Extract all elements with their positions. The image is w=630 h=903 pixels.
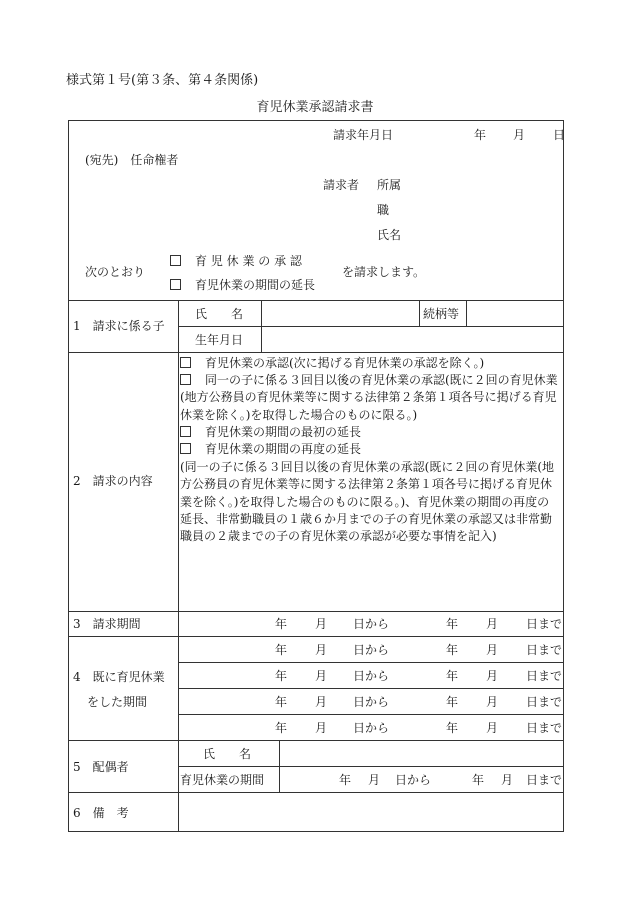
- s4-period-row-3: [69, 694, 563, 710]
- divider-s3: [69, 636, 563, 637]
- s1-birth-label: 生年月日: [195, 333, 244, 347]
- divider-s5-inner: [178, 766, 563, 767]
- s4-r3-to-day: 日まで: [526, 695, 563, 709]
- as-follows: 次のとおり: [85, 265, 146, 279]
- divider-s5: [69, 792, 563, 793]
- form-number: 様式第１号(第３条、第４条関係): [66, 73, 259, 88]
- s3-to-day: 日まで: [526, 617, 563, 631]
- s4-r1-to-year: 年: [446, 643, 459, 657]
- s5-from-day: 日から: [395, 773, 432, 787]
- s4-r3-to-month: 月: [486, 695, 499, 709]
- s3-period-row: [69, 616, 563, 632]
- s4-r2-from-month: 月: [315, 669, 328, 683]
- s4-r2-to-day: 日まで: [526, 669, 563, 683]
- s2-item-4: [180, 441, 561, 458]
- divider-top: [69, 300, 563, 301]
- option-approval-label: 育 児 休 業 の 承 認: [195, 254, 302, 268]
- checkbox-s2-4[interactable]: [180, 443, 191, 454]
- option-extension-label: 育児休業の期間の延長: [195, 278, 316, 292]
- addressee: (宛先) 任命権者: [85, 153, 179, 167]
- s4-r1-to-day: 日まで: [526, 643, 563, 657]
- s2-item-2-label: 同一の子に係る３回目以後の育児休業の承認(既に２回の育児休業(地方公務員の育児休業等に関する法律第２条第１項各号に掲げる育児休業を除く。)を取得した場合のものに限る。): [180, 373, 558, 422]
- s4-r2-from-day: 日から: [353, 669, 390, 683]
- s2-item-2: [180, 372, 561, 424]
- s5-to-day: 日まで: [526, 773, 563, 787]
- s4-r2-to-year: 年: [446, 669, 459, 683]
- s1-relation-line-a: [419, 300, 420, 326]
- option-extension: [170, 277, 315, 293]
- option-approval: [170, 253, 302, 269]
- request-day: 日: [553, 128, 566, 142]
- s4-period-row-2: [69, 668, 563, 684]
- request-form: [68, 120, 564, 832]
- s3-to-month: 月: [486, 617, 499, 631]
- request-year: 年: [474, 128, 487, 142]
- s5-name-label: 氏 名: [203, 747, 252, 761]
- divider-s1: [69, 352, 563, 353]
- s1-name-label: 氏 名: [195, 307, 244, 321]
- s4-r4-from-year: 年: [275, 721, 288, 735]
- s4-r1-to-month: 月: [486, 643, 499, 657]
- s1-label: 1 請求に係る子: [73, 319, 165, 333]
- s4-r3-to-year: 年: [446, 695, 459, 709]
- divider-s4-3: [178, 714, 563, 715]
- position-label: 職: [377, 203, 390, 217]
- s5-from-month: 月: [368, 773, 381, 787]
- divider-s2: [69, 611, 563, 612]
- s2-item-1: [180, 355, 561, 372]
- s2-item-3: [180, 424, 561, 441]
- s1-relation-label: 続柄等: [423, 307, 460, 321]
- s4-r1-from-month: 月: [315, 643, 328, 657]
- divider-s4-1: [178, 662, 563, 663]
- s5-period-label: 育児休業の期間: [180, 773, 265, 787]
- s5-to-month: 月: [501, 773, 514, 787]
- s5-period-row: [69, 772, 563, 788]
- name-label: 氏名: [377, 228, 402, 242]
- s4-period-row-4: [69, 720, 563, 736]
- s2-label: 2 請求の内容: [73, 474, 153, 488]
- s3-label: 3 請求期間: [73, 617, 141, 631]
- request-date-label: 請求年月日: [333, 128, 394, 142]
- s5-label: 5 配偶者: [73, 760, 129, 774]
- s2-item-3-label: 育児休業の期間の最初の延長: [205, 425, 362, 439]
- s4-r3-from-day: 日から: [353, 695, 390, 709]
- checkbox-s2-1[interactable]: [180, 357, 191, 368]
- s2-note: (同一の子に係る３回目以後の育児休業の承認(既に２回の育児休業(地方公務員の育児休業等に関する法律第２条第１項各号に掲げる育児休業を除く。)を取得した場合のものに限る。)、育児休業の期間の再度の延長、非常勤職員の１歳６か月までの子の育児休業の承認又は非常勤職員の２歳までの子の育児休業の承認が必要な事情を記入): [180, 460, 555, 544]
- s1-relation-line-b: [466, 300, 467, 326]
- s4-period-row-1: [69, 642, 563, 658]
- s4-r4-to-year: 年: [446, 721, 459, 735]
- s4-r1-from-year: 年: [275, 643, 288, 657]
- affiliation-label: 所属: [377, 178, 402, 192]
- checkbox-approval[interactable]: [170, 255, 181, 266]
- s3-from-day: 日から: [353, 617, 390, 631]
- s2-item-4-label: 育児休業の期間の再度の延長: [205, 442, 362, 456]
- s4-r2-from-year: 年: [275, 669, 288, 683]
- s4-r3-from-month: 月: [315, 695, 328, 709]
- s3-to-year: 年: [446, 617, 459, 631]
- checkbox-s2-3[interactable]: [180, 426, 191, 437]
- divider-s4: [69, 740, 563, 741]
- s5-from-year: 年: [339, 773, 352, 787]
- s4-label-line2: をした期間: [87, 695, 148, 709]
- checkbox-s2-2[interactable]: [180, 374, 191, 385]
- s4-r4-to-month: 月: [486, 721, 499, 735]
- s3-from-year: 年: [275, 617, 288, 631]
- checkbox-extension[interactable]: [170, 279, 181, 290]
- s6-label: 6 備 考: [73, 806, 129, 820]
- label-column-line: [178, 300, 179, 831]
- request-suffix: を請求します。: [342, 265, 426, 279]
- divider-s4-2: [178, 688, 563, 689]
- s4-r1-from-day: 日から: [353, 643, 390, 657]
- s5-to-year: 年: [472, 773, 485, 787]
- s4-r2-to-month: 月: [486, 669, 499, 683]
- s3-from-month: 月: [315, 617, 328, 631]
- s4-r4-from-month: 月: [315, 721, 328, 735]
- s4-label-line1: 4 既に育児休業: [73, 670, 165, 684]
- requester-label: 請求者: [323, 178, 360, 192]
- s1-value-line: [261, 300, 262, 352]
- s4-r4-to-day: 日まで: [526, 721, 563, 735]
- divider-s1-inner: [178, 326, 563, 327]
- s2-item-1-label: 育児休業の承認(次に掲げる育児休業の承認を除く。): [205, 356, 485, 370]
- s4-r4-from-day: 日から: [353, 721, 390, 735]
- request-month: 月: [513, 128, 526, 142]
- document-title: 育児休業承認請求書: [256, 100, 374, 115]
- s4-r3-from-year: 年: [275, 695, 288, 709]
